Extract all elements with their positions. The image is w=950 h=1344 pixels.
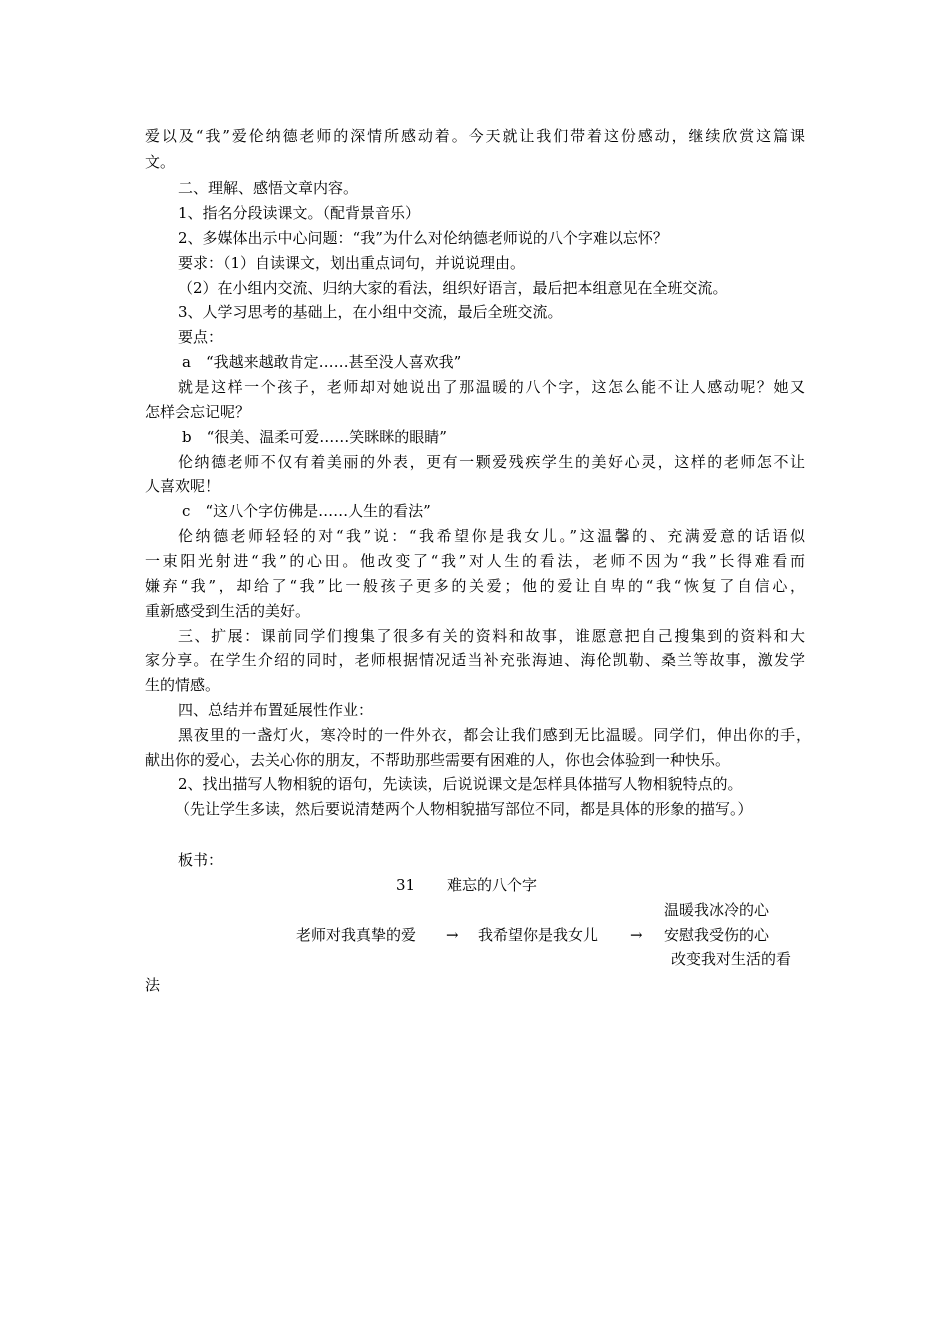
key-point-heading: c “这八个字仿佛是……人生的看法” <box>182 502 431 520</box>
key-point-heading: b “很美、温柔可爱……笑眯眯的眼睛” <box>182 428 447 446</box>
board-overflow-text: 法 <box>145 976 161 994</box>
paragraph-line: （2）在小组内交流、归纳大家的看法，组织好语言，最后把本组意见在全班交流。 <box>178 279 728 297</box>
paragraph-line: 就是这样一个孩子，老师却对她说出了那温暖的八个字，这怎么能不让人感动呢？她又 <box>178 378 805 396</box>
paragraph-line: （先让学生多读，然后要说清楚两个人物相貌描写部位不同，都是具体的形象的描写。） <box>175 800 753 818</box>
paragraph-line: 嫌弃“我”，却给了“我”比一般孩子更多的关爱；他的爱让自卑的“我“恢复了自信心， <box>145 577 805 595</box>
paragraph-line: 重新感受到生活的美好。 <box>145 602 311 620</box>
section-heading: 二、理解、感悟文章内容。 <box>178 179 359 197</box>
section-heading: 三、扩展：课前同学们搜集了很多有关的资料和故事，谁愿意把自己搜集到的资料和大 <box>178 627 805 645</box>
paragraph-line: 要求：（1）自读课文，划出重点词句，并说说理由。 <box>178 254 526 272</box>
lesson-number: 31 <box>396 876 416 894</box>
paragraph-line: 3、人学习思考的基础上，在小组中交流，最后全班交流。 <box>178 303 563 321</box>
paragraph-line: 家分享。在学生介绍的同时，老师根据情况适当补充张海迪、海伦凯勒、桑兰等故事，激发学 <box>145 651 805 669</box>
section-heading: 四、总结并布置延展性作业： <box>178 701 374 719</box>
board-right-item: 温暖我冰冷的心 <box>664 901 770 919</box>
paragraph-line: 爱以及“我”爱伦纳德老师的深情所感动着。今天就让我们带着这份感动，继续欣赏这篇课 <box>145 127 805 145</box>
board-label: 板书： <box>178 851 224 869</box>
arrow-right-icon: → <box>446 926 459 944</box>
paragraph-line: 怎样会忘记呢？ <box>145 403 251 421</box>
paragraph-line: 2、多媒体出示中心问题：“我”为什么对伦纳德老师说的八个字难以忘怀？ <box>178 229 668 247</box>
paragraph-line: 要点： <box>178 328 224 346</box>
paragraph-line: 伦纳德老师不仅有着美丽的外表，更有一颗爱残疾学生的美好心灵，这样的老师怎不让 <box>178 453 805 471</box>
paragraph-line: 黑夜里的一盏灯火，寒冷时的一件外衣，都会让我们感到无比温暖。同学们，伸出你的手， <box>178 726 811 744</box>
paragraph-line: 生的情感。 <box>145 676 221 694</box>
board-middle-item: 我希望你是我女儿 <box>478 926 599 944</box>
paragraph-line: 人喜欢呢！ <box>145 477 221 495</box>
paragraph-line: 2、找出描写人物相貌的语句，先读读，后说说课文是怎样具体描写人物相貌特点的。 <box>178 775 743 793</box>
paragraph-line: 1、指名分段读课文。（配背景音乐） <box>178 204 421 222</box>
board-right-item: 改变我对生活的看 <box>671 950 792 968</box>
key-point-heading: a “我越来越敢肯定……甚至没人喜欢我” <box>182 353 462 371</box>
paragraph-line: 献出你的爱心，去关心你的朋友，不帮助那些需要有困难的人，你也会体验到一种快乐。 <box>145 751 731 769</box>
paragraph-line: 文。 <box>145 153 176 171</box>
board-right-item: 安慰我受伤的心 <box>664 926 770 944</box>
lesson-title: 难忘的八个字 <box>447 876 538 894</box>
paragraph-line: 一束阳光射进“我”的心田。他改变了“我”对人生的看法，老师不因为“我”长得难看而 <box>145 552 805 570</box>
board-left-item: 老师对我真挚的爱 <box>296 926 417 944</box>
arrow-right-icon: → <box>630 926 643 944</box>
paragraph-line: 伦纳德老师轻轻的对“我”说：“我希望你是我女儿。”这温馨的、充满爱意的话语似 <box>178 527 805 545</box>
